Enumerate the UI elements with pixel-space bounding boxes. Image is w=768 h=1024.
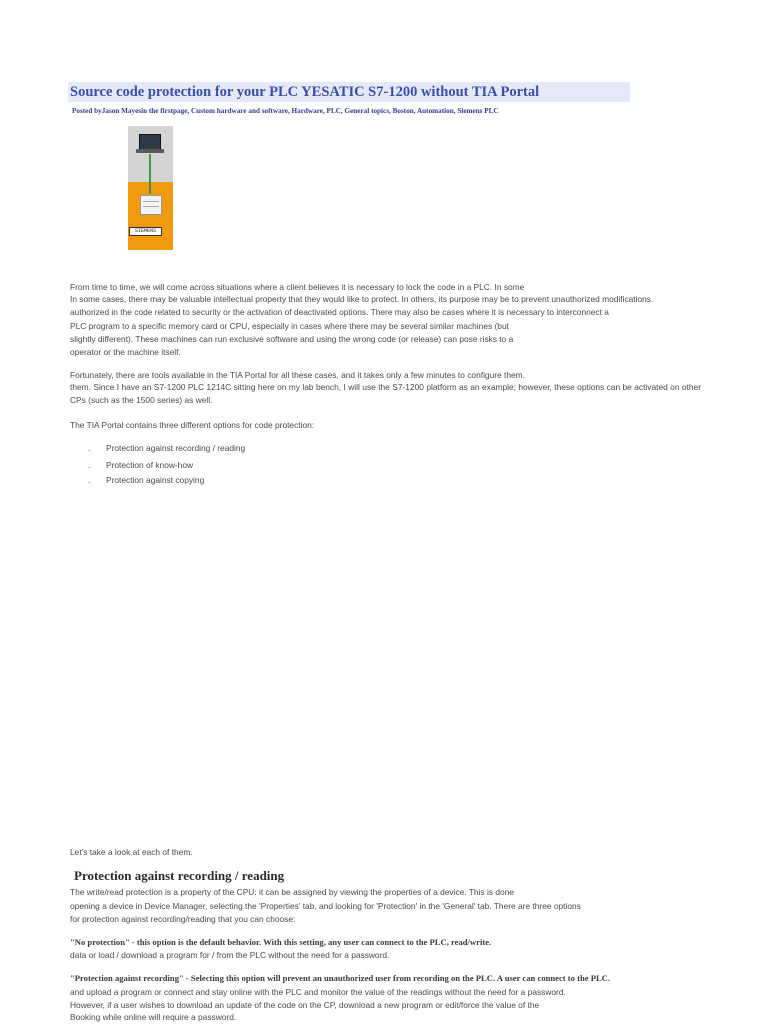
connection-line <box>149 154 151 194</box>
option-item: Protection against recording / reading <box>106 443 246 453</box>
section-line: The write/read protection is a property of the CPU: it can be assigned by viewing the properties of a device. This is done <box>70 887 514 897</box>
option-bullet: . <box>88 460 91 470</box>
recording-protection-line: However, if a user wishes to download an update of the code on the CP, download a new program or edit/force the value of the <box>70 1000 540 1010</box>
intro-line: operator or the machine itself. <box>70 347 181 357</box>
no-protection-heading: "No protection" - this option is the default behavior. With this setting, any user can connect to the PLC, read/write. <box>70 937 492 947</box>
section-line: for protection against recording/reading that you can choose: <box>70 914 296 924</box>
option-bullet: . <box>88 443 91 453</box>
page-title: Source code protection for your PLC YESATIC S7-1200 without TIA Portal <box>70 84 540 100</box>
intro-line: PLC program to a specific memory card or CPU, especially in cases where there may be several similar machines (but <box>70 321 509 331</box>
plc-device-icon <box>140 195 162 215</box>
section-line: opening a device in Device Manager, selecting the 'Properties' tab, and looking for 'Protection' in the 'General' tab. There are three options <box>70 901 581 911</box>
recording-protection-line: Booking while online will require a password. <box>70 1012 237 1022</box>
laptop-base-icon <box>136 149 164 153</box>
intro-line: slightly different). These machines can run exclusive software and using the wrong code (or release) can pose risks to a <box>70 334 514 344</box>
option-item: Protection of know-how <box>106 460 194 470</box>
look-text: Let's take a look at each of them. <box>70 847 193 857</box>
recording-protection-heading: "Protection against recording" - Selecting this option will prevent an unauthorized user from recording on the PLC. A user can connect to the PLC. <box>70 973 611 983</box>
plc-connection-figure <box>128 126 173 250</box>
no-protection-text: data or load / download a program for / from the PLC without the need for a password. <box>70 950 390 960</box>
paragraph-two-first-line: Fortunately, there are tools available in the TIA Portal for all these cases, and it takes only a few minutes to configure them. <box>70 370 525 380</box>
recording-protection-line: and upload a program or connect and stay online with the PLC and monitor the value of the readings without the need for a password. <box>70 987 566 997</box>
intro-line: authorized in the code related to security or the activation of deactivated options. There may also be cases where it is necessary to interconnect a <box>70 307 609 317</box>
tia-options-intro: The TIA Portal contains three different options for code protection: <box>70 420 315 430</box>
option-bullet: . <box>88 475 91 485</box>
option-item: Protection against copying <box>106 475 205 485</box>
intro-line: In some cases, there may be valuable intellectual property that they would like to protect. In others, its purpose may be to prevent unauthorized modifications. <box>70 294 654 304</box>
paragraph-two: them. Since I have an S7-1200 PLC 1214C sitting here on my lab bench, I will use the S7-1200 platform as an example; however, these options can be activated on other CPs (such as the 1500 series) as well. <box>70 382 701 405</box>
laptop-icon <box>139 134 161 150</box>
intro-line: From time to time, we will come across situations where a client believes it is necessary to lock the code in a PLC. In some <box>70 282 525 292</box>
post-meta: Posted byJason Mayesin the firstpage, Custom hardware and software, Hardware, PLC, General topics, Boston, Automation, Siemens PLC <box>72 107 499 115</box>
section-heading: Protection against recording / reading <box>74 868 285 883</box>
plc-label: SIEMENS <box>129 227 162 236</box>
